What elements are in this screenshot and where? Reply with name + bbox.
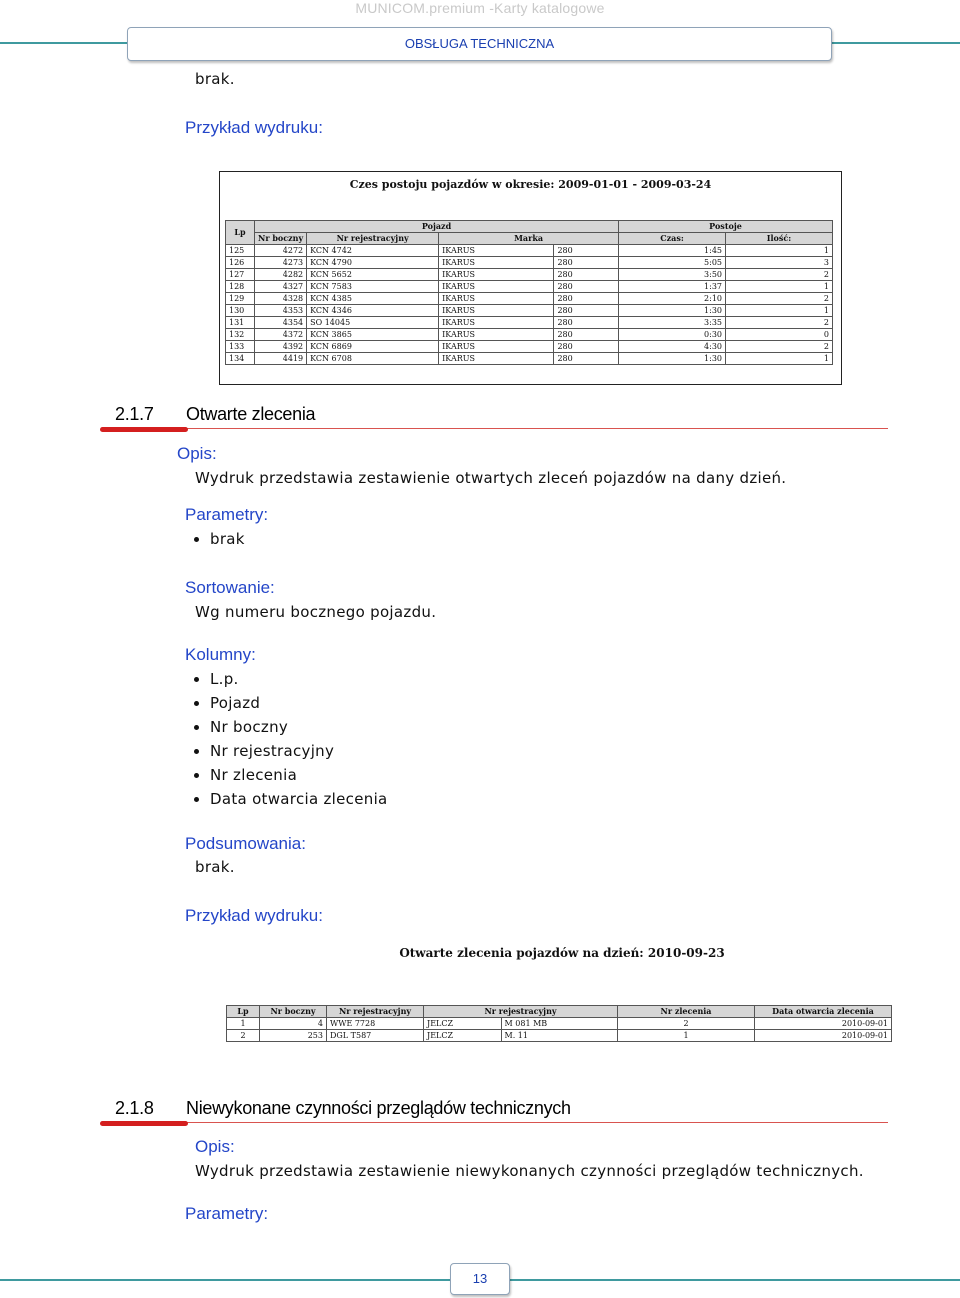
section-title: Otwarte zlecenia <box>186 404 316 424</box>
table-cell: 1 <box>726 353 833 365</box>
table-cell: KCN 3865 <box>307 329 439 341</box>
table-cell: 4354 <box>255 317 307 329</box>
print-table <box>225 220 833 365</box>
table-cell: 4328 <box>255 293 307 305</box>
table-cell: 2:10 <box>619 293 726 305</box>
document-product-title: MUNICOM.premium -Karty katalogowe <box>355 0 605 16</box>
table-cell: 2 <box>227 1030 260 1042</box>
table-row <box>226 257 833 269</box>
table-cell: M 081 MB <box>501 1018 617 1030</box>
table-cell: 2 <box>726 269 833 281</box>
table-cell: 4273 <box>255 257 307 269</box>
col-lp: Lp <box>226 221 255 245</box>
group-postoje: Postoje <box>619 221 833 233</box>
col-nr-boczny: Nr boczny <box>260 1006 327 1018</box>
table-cell: KCN 6708 <box>307 353 439 365</box>
table-cell: 280 <box>554 353 619 365</box>
group-pojazd: Pojazd <box>255 221 619 233</box>
print-title: Otwarte zlecenia pojazdów na dzień: 2010-09-23 <box>399 946 725 960</box>
table-row <box>226 293 833 305</box>
table-cell: 280 <box>554 317 619 329</box>
list-item: Nr zlecenia <box>194 763 388 787</box>
table-cell: 4419 <box>255 353 307 365</box>
table-row <box>226 305 833 317</box>
params-label: Parametry: <box>185 1204 269 1223</box>
table-row <box>226 329 833 341</box>
table-cell: 5:05 <box>619 257 726 269</box>
table-cell: 4282 <box>255 269 307 281</box>
table-cell: 4:30 <box>619 341 726 353</box>
table-cell: 280 <box>554 269 619 281</box>
list-item: Data otwarcia zlecenia <box>194 787 388 811</box>
table-cell: IKARUS <box>439 245 554 257</box>
example-print-idle-time <box>219 171 842 385</box>
table-cell: IKARUS <box>439 269 554 281</box>
table-cell: IKARUS <box>439 257 554 269</box>
section-accent <box>100 427 188 432</box>
table-cell: DGL T587 <box>327 1030 424 1042</box>
table-cell: 4 <box>260 1018 327 1030</box>
table-cell: SO 14045 <box>307 317 439 329</box>
summary-text: brak. <box>195 858 235 876</box>
table-cell: 133 <box>226 341 255 353</box>
table-cell: 280 <box>554 281 619 293</box>
col-lp: Lp <box>227 1006 260 1018</box>
summary-label: Podsumowania: <box>185 834 306 853</box>
example-label: Przykład wydruku: <box>185 118 323 137</box>
col-marka: Marka <box>439 233 619 245</box>
table-cell: WWE 7728 <box>327 1018 424 1030</box>
table-cell: 280 <box>554 293 619 305</box>
table-cell: 280 <box>554 329 619 341</box>
table-cell: 130 <box>226 305 255 317</box>
table-cell: 0:30 <box>619 329 726 341</box>
table-cell: 4353 <box>255 305 307 317</box>
table-row <box>226 245 833 257</box>
table-cell: KCN 6869 <box>307 341 439 353</box>
col-ilosc: Ilość: <box>726 233 833 245</box>
table-cell: JELCZ <box>424 1030 502 1042</box>
table-cell: 132 <box>226 329 255 341</box>
col-nr-rej-2: Nr rejestracyjny <box>424 1006 618 1018</box>
col-data-otwarcia: Data otwarcia zlecenia <box>755 1006 892 1018</box>
summary-value: brak. <box>195 70 235 88</box>
section-number: 2.1.7 <box>115 404 154 424</box>
table-cell: 2 <box>726 317 833 329</box>
table-cell: 3:35 <box>619 317 726 329</box>
section-header-box: OBSŁUGA TECHNICZNA <box>127 27 832 61</box>
table-cell: KCN 4790 <box>307 257 439 269</box>
opis-text: Wydruk przedstawia zestawienie otwartych zleceń pojazdów na dany dzień. <box>195 469 787 487</box>
table-cell: 4392 <box>255 341 307 353</box>
table-cell: JELCZ <box>424 1018 502 1030</box>
table-cell: 1 <box>726 281 833 293</box>
table-cell: KCN 5652 <box>307 269 439 281</box>
table-row <box>227 1030 892 1042</box>
opis-label: Opis: <box>177 444 217 463</box>
table-row <box>226 269 833 281</box>
table-cell: KCN 7583 <box>307 281 439 293</box>
table-cell: 280 <box>554 245 619 257</box>
table-cell: 3:50 <box>619 269 726 281</box>
list-item: brak <box>194 527 245 551</box>
table-cell: IKARUS <box>439 353 554 365</box>
table-cell: 2010-09-01 <box>755 1030 892 1042</box>
table-cell: KCN 4346 <box>307 305 439 317</box>
sort-label: Sortowanie: <box>185 578 275 597</box>
table-cell: 1 <box>726 305 833 317</box>
section-accent <box>100 1121 188 1126</box>
table-cell: 125 <box>226 245 255 257</box>
opis-text: Wydruk przedstawia zestawienie niewykonanych czynności przeglądów technicznych. <box>195 1162 864 1180</box>
list-item: Nr boczny <box>194 715 388 739</box>
table-cell: IKARUS <box>439 329 554 341</box>
table-cell: 127 <box>226 269 255 281</box>
sort-text: Wg numeru bocznego pojazdu. <box>195 603 437 621</box>
table-cell: 1:30 <box>619 353 726 365</box>
table-row <box>226 317 833 329</box>
table-cell: 1 <box>618 1030 755 1042</box>
table-cell: 253 <box>260 1030 327 1042</box>
table-cell: 1 <box>227 1018 260 1030</box>
table-cell: 0 <box>726 329 833 341</box>
table-cell: 1:30 <box>619 305 726 317</box>
table-cell: IKARUS <box>439 293 554 305</box>
table-cell: IKARUS <box>439 305 554 317</box>
table-cell: 1:37 <box>619 281 726 293</box>
table-cell: 2010-09-01 <box>755 1018 892 1030</box>
col-nr-boczny: Nr boczny <box>255 233 307 245</box>
params-label: Parametry: <box>185 505 269 524</box>
params-list <box>194 527 245 551</box>
table-row <box>226 353 833 365</box>
columns-list <box>194 667 388 811</box>
table-cell: 131 <box>226 317 255 329</box>
col-nr-rej: Nr rejestracyjny <box>327 1006 424 1018</box>
table-cell: 2 <box>726 293 833 305</box>
table-cell: 1:45 <box>619 245 726 257</box>
table-cell: 4272 <box>255 245 307 257</box>
table-row <box>226 281 833 293</box>
example-label: Przykład wydruku: <box>185 906 323 925</box>
list-item: Nr rejestracyjny <box>194 739 388 763</box>
table-row <box>227 1018 892 1030</box>
table-cell: 3 <box>726 257 833 269</box>
table-cell: 2 <box>618 1018 755 1030</box>
table-cell: 280 <box>554 305 619 317</box>
table-cell: 4372 <box>255 329 307 341</box>
table-cell: 129 <box>226 293 255 305</box>
table-cell: IKARUS <box>439 317 554 329</box>
table-cell: KCN 4742 <box>307 245 439 257</box>
table-row <box>226 341 833 353</box>
print-table <box>226 1005 892 1042</box>
example-print-open-orders <box>222 940 902 1058</box>
section-rule <box>186 428 888 429</box>
col-czas: Czas: <box>619 233 726 245</box>
table-cell: IKARUS <box>439 341 554 353</box>
list-item: L.p. <box>194 667 388 691</box>
table-cell: M. 11 <box>501 1030 617 1042</box>
col-nr-rej: Nr rejestracyjny <box>307 233 439 245</box>
columns-label: Kolumny: <box>185 645 256 664</box>
table-cell: 2 <box>726 341 833 353</box>
table-cell: IKARUS <box>439 281 554 293</box>
table-cell: 134 <box>226 353 255 365</box>
print-title: Czes postoju pojazdów w okresie: 2009-01-01 - 2009-03-24 <box>349 178 712 191</box>
table-cell: 128 <box>226 281 255 293</box>
table-cell: KCN 4385 <box>307 293 439 305</box>
opis-label: Opis: <box>195 1137 235 1156</box>
section-number: 2.1.8 <box>115 1098 154 1118</box>
table-cell: 126 <box>226 257 255 269</box>
page-number: 13 <box>450 1263 510 1295</box>
table-cell: 280 <box>554 341 619 353</box>
table-cell: 4327 <box>255 281 307 293</box>
list-item: Pojazd <box>194 691 388 715</box>
section-title: Niewykonane czynności przeglądów technicznych <box>186 1098 571 1118</box>
section-rule <box>186 1122 888 1123</box>
table-cell: 280 <box>554 257 619 269</box>
table-cell: 1 <box>726 245 833 257</box>
col-nr-zlecenia: Nr zlecenia <box>618 1006 755 1018</box>
